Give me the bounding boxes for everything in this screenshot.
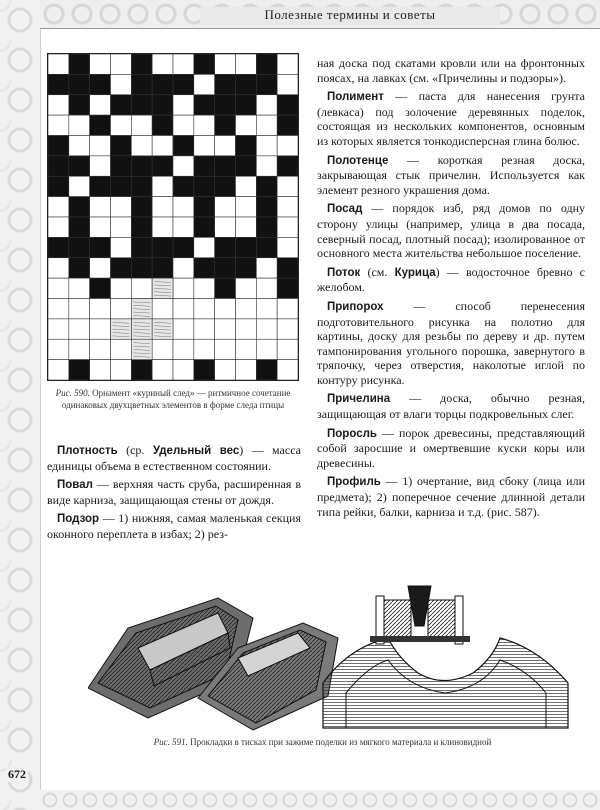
page-number: 672 xyxy=(8,767,26,781)
term-plotnost: Плотность (ср. Удельный вес) — масса единицы объема в естественном состоянии. xyxy=(47,443,301,473)
ornament-cell xyxy=(173,258,194,278)
ornament-cell xyxy=(48,95,69,115)
term-poliment: Полимент — паста для нанесения грунта (левкаса) под золочение деревянных поделок, состоящая из нескольких компонентов, основным из которых является тонкодисперсная глина болюс. xyxy=(317,89,585,148)
ornament-cell xyxy=(69,176,90,196)
ornament-cell xyxy=(173,237,194,257)
ornament-cell xyxy=(194,278,215,298)
ornament-cell xyxy=(90,299,111,319)
ornament-cell xyxy=(277,74,298,94)
ornament-cell xyxy=(111,156,132,176)
ornament-cell xyxy=(215,115,236,135)
ornament-cell xyxy=(277,278,298,298)
ornament-cell xyxy=(277,176,298,196)
ornament-cell xyxy=(111,197,132,217)
ornament-cell xyxy=(277,319,298,339)
ornament-cell xyxy=(277,156,298,176)
ornament-cell xyxy=(277,237,298,257)
ornament-cell xyxy=(90,54,111,74)
ornament-cell xyxy=(90,136,111,156)
ornament-cell xyxy=(48,278,69,298)
figure-591-caption xyxy=(60,737,585,749)
ornament-cell xyxy=(256,95,277,115)
ornament-cell xyxy=(131,258,152,278)
ornament-cell xyxy=(48,258,69,278)
ornament-cell xyxy=(90,197,111,217)
ornament-cell xyxy=(131,237,152,257)
term-polotence: Полотенце — короткая резная доска, закрывающая стык причелин. Используется как элемент резного украшения дома. xyxy=(317,152,585,197)
ornament-cell xyxy=(215,258,236,278)
ornament-cell xyxy=(111,115,132,135)
ornament-cell xyxy=(277,258,298,278)
ornament-cell xyxy=(152,258,173,278)
ornament-cell xyxy=(173,197,194,217)
term-potok: Поток (см. Курица) — водосточное бревно с желобом. xyxy=(317,264,585,295)
ornament-cell xyxy=(152,237,173,257)
ornament-cell xyxy=(215,360,236,380)
ornament-cell xyxy=(111,217,132,237)
ornament-cell xyxy=(90,156,111,176)
ornament-cell xyxy=(236,176,257,196)
ornament-cell xyxy=(236,136,257,156)
ornament-cell xyxy=(277,217,298,237)
term-podzor-continued: ная доска под скатами кровли или на фронтонных поясах, на лавках (см. «Причелины и подзоры»). xyxy=(317,56,585,85)
ornament-cell xyxy=(152,299,173,319)
ornament-cell xyxy=(236,217,257,237)
ornament-cell xyxy=(131,156,152,176)
ornament-cell xyxy=(90,339,111,359)
ornament-cell xyxy=(48,54,69,74)
ornament-cell xyxy=(236,258,257,278)
ornament-cell xyxy=(236,319,257,339)
ornament-cell xyxy=(236,360,257,380)
figure-591-text: Прокладки в тисках при зажиме поделки из мягкого материала и клиновидной xyxy=(190,737,492,747)
right-column xyxy=(317,56,585,523)
ornament-cell xyxy=(111,54,132,74)
ornament-grid xyxy=(48,54,298,380)
ornament-cell xyxy=(111,278,132,298)
ornament-cell xyxy=(194,258,215,278)
term-posad: Посад — порядок изб, ряд домов по одну сторону улицы (например, улица в два посада, северный посад, плотный посад); изолированное от основного места жительства небольшое поселение. xyxy=(317,201,585,261)
ornament-cell xyxy=(194,319,215,339)
ornament-cell xyxy=(131,95,152,115)
ornament-cell xyxy=(277,299,298,319)
ornament-cell xyxy=(194,339,215,359)
ornament-cell xyxy=(90,258,111,278)
ornamental-border-bottom xyxy=(40,790,600,810)
term-poval: Повал — верхняя часть сруба, расширенная в виде карниза, защищающая стены от дождя. xyxy=(47,477,301,507)
ornament-cell xyxy=(256,339,277,359)
ornament-cell xyxy=(256,319,277,339)
ornament-cell xyxy=(131,197,152,217)
ornament-cell xyxy=(194,360,215,380)
ornament-cell xyxy=(277,339,298,359)
ornament-cell xyxy=(215,136,236,156)
ornament-cell xyxy=(194,299,215,319)
ornament-cell xyxy=(236,95,257,115)
ornament-cell xyxy=(69,217,90,237)
ornament-cell xyxy=(277,360,298,380)
ornament-cell xyxy=(215,74,236,94)
ornament-cell xyxy=(215,156,236,176)
ornament-cell xyxy=(194,95,215,115)
figure-590-number: Рис. 590. xyxy=(55,388,90,398)
term-prichelina: Причелина — доска, обычно резная, защищающая от влаги торцы подкровельных слег. xyxy=(317,391,585,422)
ornament-cell xyxy=(256,197,277,217)
ornamental-border-left xyxy=(0,0,41,810)
ornament-cell xyxy=(131,136,152,156)
ornament-cell xyxy=(194,156,215,176)
ornament-cell xyxy=(236,197,257,217)
term-porosl: Поросль — порок древесины, представляющий собой заросшие и омертвевшие куски коры или древесины. xyxy=(317,425,585,470)
ornament-cell xyxy=(48,74,69,94)
running-head: Полезные термины и советы xyxy=(200,7,500,25)
ornament-cell xyxy=(277,95,298,115)
ornament-cell xyxy=(69,54,90,74)
ornament-cell xyxy=(256,258,277,278)
ornament-cell xyxy=(69,299,90,319)
ornament-cell xyxy=(90,237,111,257)
ornament-cell xyxy=(277,197,298,217)
ornament-cell xyxy=(277,54,298,74)
ornament-cell xyxy=(111,299,132,319)
ornament-cell xyxy=(256,360,277,380)
ornament-cell xyxy=(236,278,257,298)
ornament-cell xyxy=(194,237,215,257)
ornament-cell xyxy=(277,115,298,135)
ornament-cell xyxy=(69,278,90,298)
ornament-cell xyxy=(48,237,69,257)
ornament-cell xyxy=(256,54,277,74)
ornament-cell xyxy=(256,156,277,176)
ornament-cell xyxy=(69,156,90,176)
ornament-cell xyxy=(90,360,111,380)
ornament-cell xyxy=(256,237,277,257)
ornament-cell xyxy=(131,217,152,237)
ornament-cell xyxy=(69,74,90,94)
ornament-cell xyxy=(173,339,194,359)
ornament-cell xyxy=(173,278,194,298)
ornament-cell xyxy=(215,54,236,74)
ornament-cell xyxy=(131,360,152,380)
ornament-cell xyxy=(215,197,236,217)
ornament-cell xyxy=(194,136,215,156)
ornament-cell xyxy=(111,237,132,257)
ornament-cell xyxy=(256,74,277,94)
ornament-cell xyxy=(173,54,194,74)
ornament-cell xyxy=(215,299,236,319)
ornament-cell xyxy=(69,258,90,278)
ornament-cell xyxy=(256,176,277,196)
ornament-cell xyxy=(152,156,173,176)
figure-590-caption xyxy=(47,388,299,411)
ornament-cell xyxy=(215,339,236,359)
ornament-cell xyxy=(236,237,257,257)
figure-591-number: Рис. 591. xyxy=(153,737,188,747)
ornament-cell xyxy=(173,156,194,176)
ornament-cell xyxy=(131,176,152,196)
ornament-cell xyxy=(152,95,173,115)
ornament-cell xyxy=(69,197,90,217)
left-column xyxy=(47,443,301,546)
ornament-cell xyxy=(48,197,69,217)
ornament-cell xyxy=(194,217,215,237)
ornament-cell xyxy=(131,115,152,135)
ornament-cell xyxy=(236,115,257,135)
ornament-cell xyxy=(236,299,257,319)
ornament-cell xyxy=(111,74,132,94)
ornament-cell xyxy=(173,136,194,156)
ornament-cell xyxy=(236,74,257,94)
ornament-cell xyxy=(90,217,111,237)
ornament-cell xyxy=(194,115,215,135)
ornament-cell xyxy=(131,74,152,94)
ornament-cell xyxy=(173,217,194,237)
ornament-cell xyxy=(48,176,69,196)
ornament-cell xyxy=(48,217,69,237)
ornament-cell xyxy=(152,176,173,196)
ornament-cell xyxy=(152,54,173,74)
ornament-cell xyxy=(69,360,90,380)
term-priporoh: Припорох — способ перенесения подготовительного рисунка на полотно для картины, доску для резьбы по дереву и др. путем тампонирования угольного порошка, завернутого в тряпочку, через отверстия, наколотые иглой по контуру рисунка. xyxy=(317,298,585,387)
ornament-cell xyxy=(173,360,194,380)
ornament-cell xyxy=(48,136,69,156)
ornament-cell xyxy=(236,54,257,74)
ornament-cell xyxy=(69,339,90,359)
term-podzor: Подзор — 1) нижняя, самая маленькая секция оконного переплета в избах; 2) рез- xyxy=(47,511,301,541)
ornament-cell xyxy=(111,136,132,156)
crow-foot-ornament xyxy=(47,53,299,381)
term-profil: Профиль — 1) очертание, вид сбоку (лица или предмета); 2) поперечное сечение длинной детали типа рейки, балки, карниза и т.д. (рис. 587). xyxy=(317,474,585,519)
ornament-cell xyxy=(69,115,90,135)
ornament-cell xyxy=(48,299,69,319)
ornament-cell xyxy=(215,278,236,298)
vise-pads-illustration xyxy=(88,578,588,733)
ornament-cell xyxy=(111,258,132,278)
ornament-cell xyxy=(173,176,194,196)
ornament-cell xyxy=(256,299,277,319)
ornament-cell xyxy=(152,197,173,217)
ornament-cell xyxy=(194,197,215,217)
ornament-cell xyxy=(215,217,236,237)
ornament-cell xyxy=(256,136,277,156)
ornament-cell xyxy=(69,237,90,257)
ornament-cell xyxy=(111,176,132,196)
vise-jaws-drawing xyxy=(88,598,338,730)
ornament-cell xyxy=(152,339,173,359)
ornament-cell xyxy=(90,74,111,94)
ornament-cell xyxy=(131,278,152,298)
ornament-cell xyxy=(48,115,69,135)
ornament-cell xyxy=(90,176,111,196)
ornament-cell xyxy=(173,95,194,115)
ornament-cell xyxy=(152,360,173,380)
ornament-cell xyxy=(48,339,69,359)
ornament-cell xyxy=(90,319,111,339)
ornament-cell xyxy=(152,115,173,135)
ornament-cell xyxy=(173,74,194,94)
ornament-cell xyxy=(111,360,132,380)
ornament-cell xyxy=(69,319,90,339)
figure-590-text: Орнамент «куриный след» — ритмичное сочетание одинаковых двухцветных элементов в форме следа птицы xyxy=(61,388,291,410)
ornament-cell xyxy=(48,319,69,339)
ornament-cell xyxy=(152,136,173,156)
ornament-cell xyxy=(236,339,257,359)
ornament-cell xyxy=(194,176,215,196)
ornament-cell xyxy=(152,217,173,237)
ornament-cell xyxy=(215,176,236,196)
ornament-cell xyxy=(173,115,194,135)
ornament-cell xyxy=(256,278,277,298)
ornament-cell xyxy=(256,217,277,237)
ornament-cell xyxy=(215,319,236,339)
ornament-cell xyxy=(194,54,215,74)
ornament-cell xyxy=(152,74,173,94)
ornament-cell xyxy=(48,156,69,176)
ornament-cell xyxy=(215,237,236,257)
ornament-cell xyxy=(277,136,298,156)
ornament-cell xyxy=(90,95,111,115)
ornament-cell xyxy=(173,319,194,339)
ornament-cell xyxy=(111,339,132,359)
ornament-cell xyxy=(69,136,90,156)
ornament-cell xyxy=(173,299,194,319)
ornament-cell xyxy=(69,95,90,115)
vise-section-drawing xyxy=(323,586,568,728)
ornament-cell xyxy=(111,95,132,115)
ornament-cell xyxy=(215,95,236,115)
ornament-cell xyxy=(90,115,111,135)
ornament-cell xyxy=(131,54,152,74)
vise-drawing xyxy=(88,578,588,733)
ornament-cell xyxy=(194,74,215,94)
ornament-cell xyxy=(236,156,257,176)
ornament-cell xyxy=(90,278,111,298)
ornament-cell xyxy=(48,360,69,380)
ornament-cell xyxy=(256,115,277,135)
